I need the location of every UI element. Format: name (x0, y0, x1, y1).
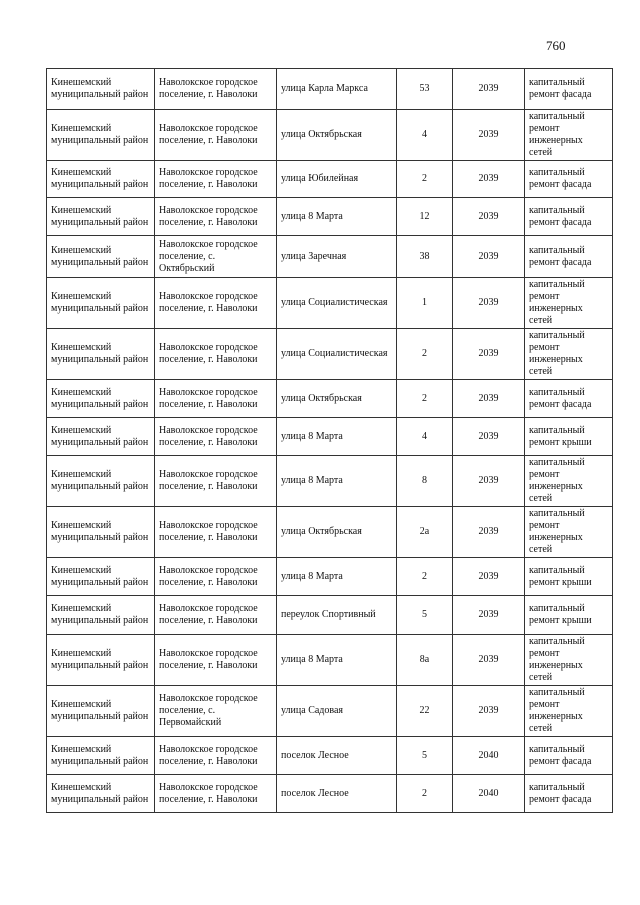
table-row (47, 596, 613, 635)
table-row (47, 686, 613, 737)
street-cell: улица 8 Марта (277, 456, 397, 507)
settlement-cell: Наволокское городское поселение, с. Октябрьский (155, 236, 277, 278)
house-number-cell: 12 (397, 198, 453, 236)
street-cell: улица 8 Марта (277, 198, 397, 236)
street-cell: улица Октябрьская (277, 507, 397, 558)
repair-year-cell: 2039 (453, 329, 525, 380)
street-cell: улица 8 Марта (277, 558, 397, 596)
district-cell: Кинешемский муниципальный район (47, 596, 155, 635)
settlement-cell: Наволокское городское поселение, г. Наволоки (155, 329, 277, 380)
table-row (47, 236, 613, 278)
district-cell: Кинешемский муниципальный район (47, 635, 155, 686)
work-type-cell: капитальный ремонт инженерных сетей (525, 278, 613, 329)
street-cell: улица Заречная (277, 236, 397, 278)
district-cell: Кинешемский муниципальный район (47, 329, 155, 380)
work-type-cell: капитальный ремонт фасада (525, 236, 613, 278)
table-row (47, 775, 613, 813)
district-cell: Кинешемский муниципальный район (47, 507, 155, 558)
work-type-cell: капитальный ремонт инженерных сетей (525, 110, 613, 161)
settlement-cell: Наволокское городское поселение, г. Наволоки (155, 737, 277, 775)
repair-year-cell: 2039 (453, 635, 525, 686)
work-type-cell: капитальный ремонт фасада (525, 69, 613, 110)
street-cell: улица 8 Марта (277, 418, 397, 456)
repair-year-cell: 2039 (453, 198, 525, 236)
repair-year-cell: 2039 (453, 596, 525, 635)
settlement-cell: Наволокское городское поселение, с. Первомайский (155, 686, 277, 737)
house-number-cell: 5 (397, 596, 453, 635)
table-row (47, 635, 613, 686)
table-row (47, 418, 613, 456)
table-row (47, 278, 613, 329)
work-type-cell: капитальный ремонт крыши (525, 596, 613, 635)
house-number-cell: 2 (397, 775, 453, 813)
repair-year-cell: 2039 (453, 558, 525, 596)
settlement-cell: Наволокское городское поселение, г. Наволоки (155, 507, 277, 558)
house-number-cell: 4 (397, 418, 453, 456)
settlement-cell: Наволокское городское поселение, г. Наволоки (155, 161, 277, 198)
street-cell: улица Октябрьская (277, 380, 397, 418)
street-cell: улица Социалистическая (277, 329, 397, 380)
district-cell: Кинешемский муниципальный район (47, 161, 155, 198)
district-cell: Кинешемский муниципальный район (47, 198, 155, 236)
table-row (47, 380, 613, 418)
table-row (47, 69, 613, 110)
repair-year-cell: 2039 (453, 686, 525, 737)
settlement-cell: Наволокское городское поселение, г. Наволоки (155, 69, 277, 110)
repair-year-cell: 2039 (453, 69, 525, 110)
settlement-cell: Наволокское городское поселение, г. Наволоки (155, 198, 277, 236)
repair-year-cell: 2039 (453, 110, 525, 161)
work-type-cell: капитальный ремонт фасада (525, 775, 613, 813)
repair-year-cell: 2040 (453, 775, 525, 813)
street-cell: улица 8 Марта (277, 635, 397, 686)
house-number-cell: 1 (397, 278, 453, 329)
district-cell: Кинешемский муниципальный район (47, 418, 155, 456)
repair-year-cell: 2039 (453, 507, 525, 558)
settlement-cell: Наволокское городское поселение, г. Наволоки (155, 278, 277, 329)
street-cell: улица Садовая (277, 686, 397, 737)
street-cell: улица Карла Маркса (277, 69, 397, 110)
house-number-cell: 38 (397, 236, 453, 278)
settlement-cell: Наволокское городское поселение, г. Наволоки (155, 418, 277, 456)
street-cell: улица Социалистическая (277, 278, 397, 329)
house-number-cell: 2 (397, 558, 453, 596)
table-row (47, 198, 613, 236)
house-number-cell: 2 (397, 161, 453, 198)
district-cell: Кинешемский муниципальный район (47, 558, 155, 596)
repair-year-cell: 2039 (453, 380, 525, 418)
street-cell: переулок Спортивный (277, 596, 397, 635)
work-type-cell: капитальный ремонт инженерных сетей (525, 456, 613, 507)
district-cell: Кинешемский муниципальный район (47, 775, 155, 813)
work-type-cell: капитальный ремонт крыши (525, 418, 613, 456)
table-row (47, 161, 613, 198)
settlement-cell: Наволокское городское поселение, г. Наволоки (155, 775, 277, 813)
table-row (47, 507, 613, 558)
district-cell: Кинешемский муниципальный район (47, 69, 155, 110)
street-cell: улица Юбилейная (277, 161, 397, 198)
settlement-cell: Наволокское городское поселение, г. Наволоки (155, 596, 277, 635)
repair-year-cell: 2040 (453, 737, 525, 775)
work-type-cell: капитальный ремонт инженерных сетей (525, 329, 613, 380)
work-type-cell: капитальный ремонт фасада (525, 737, 613, 775)
district-cell: Кинешемский муниципальный район (47, 686, 155, 737)
settlement-cell: Наволокское городское поселение, г. Наволоки (155, 456, 277, 507)
repair-year-cell: 2039 (453, 236, 525, 278)
settlement-cell: Наволокское городское поселение, г. Наволоки (155, 635, 277, 686)
settlement-cell: Наволокское городское поселение, г. Наволоки (155, 380, 277, 418)
house-number-cell: 53 (397, 69, 453, 110)
house-number-cell: 22 (397, 686, 453, 737)
district-cell: Кинешемский муниципальный район (47, 236, 155, 278)
repair-schedule-table (46, 68, 613, 813)
district-cell: Кинешемский муниципальный район (47, 456, 155, 507)
work-type-cell: капитальный ремонт фасада (525, 380, 613, 418)
district-cell: Кинешемский муниципальный район (47, 380, 155, 418)
table-row (47, 110, 613, 161)
district-cell: Кинешемский муниципальный район (47, 110, 155, 161)
work-type-cell: капитальный ремонт инженерных сетей (525, 686, 613, 737)
street-cell: поселок Лесное (277, 737, 397, 775)
work-type-cell: капитальный ремонт фасада (525, 161, 613, 198)
repair-year-cell: 2039 (453, 161, 525, 198)
settlement-cell: Наволокское городское поселение, г. Наволоки (155, 110, 277, 161)
street-cell: поселок Лесное (277, 775, 397, 813)
house-number-cell: 2 (397, 329, 453, 380)
house-number-cell: 2а (397, 507, 453, 558)
work-type-cell: капитальный ремонт фасада (525, 198, 613, 236)
settlement-cell: Наволокское городское поселение, г. Наволоки (155, 558, 277, 596)
table-row (47, 329, 613, 380)
table-row (47, 737, 613, 775)
page-number: 760 (546, 38, 566, 53)
table-row (47, 558, 613, 596)
district-cell: Кинешемский муниципальный район (47, 278, 155, 329)
house-number-cell: 4 (397, 110, 453, 161)
work-type-cell: капитальный ремонт инженерных сетей (525, 635, 613, 686)
house-number-cell: 8 (397, 456, 453, 507)
repair-year-cell: 2039 (453, 278, 525, 329)
district-cell: Кинешемский муниципальный район (47, 737, 155, 775)
repair-year-cell: 2039 (453, 456, 525, 507)
table-row (47, 456, 613, 507)
work-type-cell: капитальный ремонт крыши (525, 558, 613, 596)
house-number-cell: 5 (397, 737, 453, 775)
repair-year-cell: 2039 (453, 418, 525, 456)
work-type-cell: капитальный ремонт инженерных сетей (525, 507, 613, 558)
house-number-cell: 2 (397, 380, 453, 418)
street-cell: улица Октябрьская (277, 110, 397, 161)
house-number-cell: 8а (397, 635, 453, 686)
